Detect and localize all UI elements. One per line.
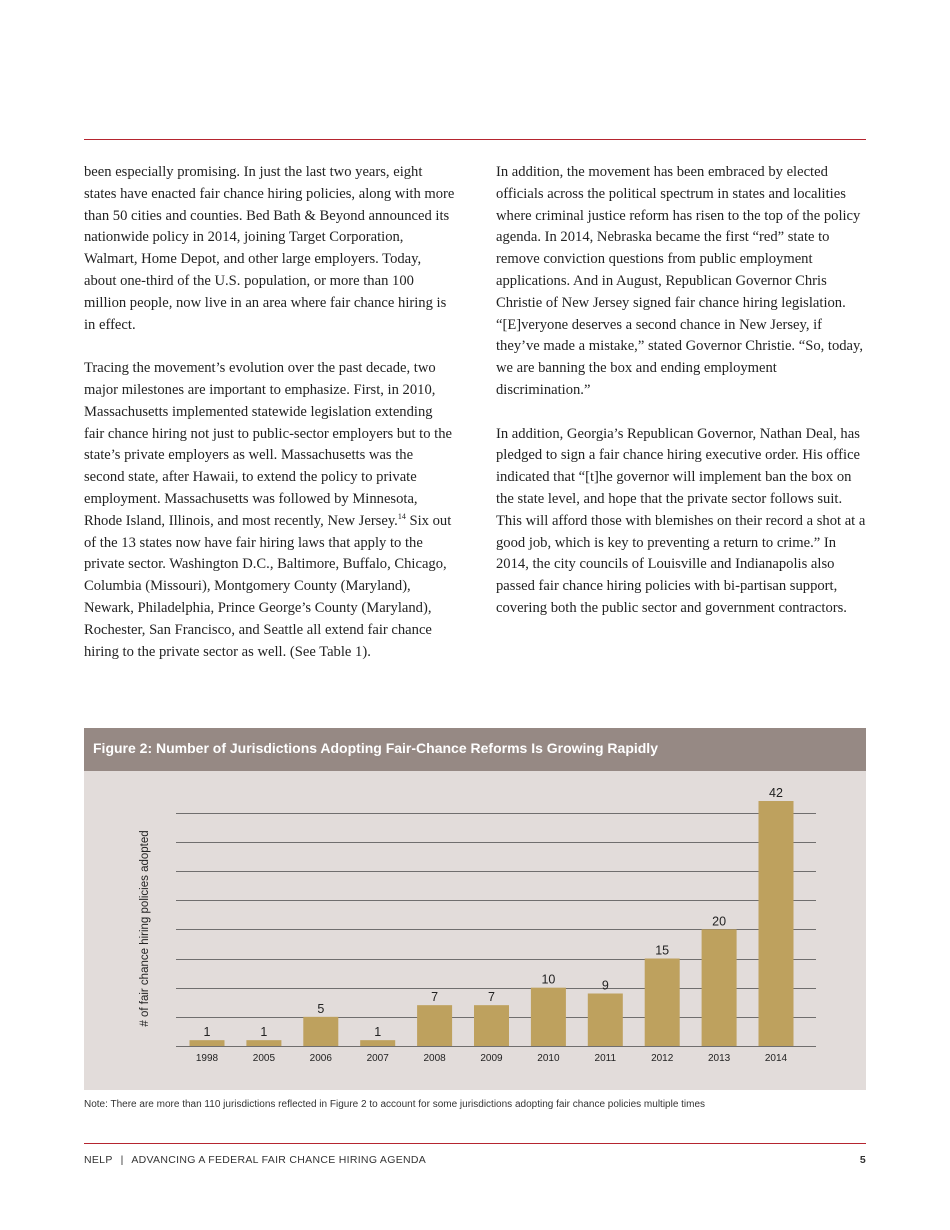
x-tick-2010: 2010 bbox=[537, 1053, 560, 1064]
data-label-2006: 5 bbox=[317, 1001, 325, 1016]
bar-2008 bbox=[417, 1005, 452, 1046]
x-tick-2005: 2005 bbox=[252, 1053, 276, 1064]
bar-2005 bbox=[246, 1040, 281, 1046]
footer-separator: | bbox=[120, 1154, 124, 1166]
footer-rule bbox=[84, 1143, 866, 1144]
left-column bbox=[84, 162, 456, 685]
page-number: 5 bbox=[859, 1154, 866, 1166]
x-tick-2007: 2007 bbox=[366, 1053, 389, 1064]
left-paragraph-1: been especially promising. In just the last two years, eight states have enacted fair chance hiring policies, along with more than 50 cities and counties. Bed Bath & Beyond announced its nationwide policy in 2014, joining Target Corporation, Walmart, Home Depot, and other large employers. Today, about one-third of the U.S. population, or more than 100 million people, now live in an area where fair chance hiring is in effect. bbox=[84, 164, 455, 333]
bar-2011 bbox=[588, 994, 623, 1047]
data-label-1998: 1 bbox=[203, 1025, 211, 1040]
bar-2012 bbox=[645, 959, 680, 1047]
bar-2009 bbox=[474, 1005, 509, 1046]
right-paragraph-1: In addition, the movement has been embraced by elected officials across the political spectrum in states and localities where criminal justice reform has risen to the top of the policy agenda. In 2014, Nebraska became the first “red” state to remove conviction questions from public employment applications. And in August, Republican Governor Chris Christie of New Jersey signed fair chance hiring legislation. “[E]veryone deserves a second chance in New Jersey, if they’ve made a mistake,” stated Governor Christie. “So, today, we are banning the box and ending employment discrimination.” bbox=[496, 164, 864, 398]
right-paragraph-2: In addition, Georgia’s Republican Governor, Nathan Deal, has pledged to sign a fair chance hiring executive order. His office indicated that “[t]he governor will implement ban the box on the state level, and hope that the private sector follows suit. This will afford those with blemishes on their record a shot at a good job, which is key to preventing a return to crime.” In 2014, the city councils of Louisville and Indianapolis also passed fair chance hiring policies with bi-partisan support, covering both the public sector and government contractors. bbox=[496, 425, 866, 616]
data-label-2011: 9 bbox=[601, 978, 609, 993]
figure-note: Note: There are more than 110 jurisdictions reflected in Figure 2 to account for some jurisdictions adopting fair chance policies multiple times bbox=[84, 1099, 706, 1110]
x-tick-2008: 2008 bbox=[423, 1053, 446, 1064]
left-paragraph-2-cont: Six out of the 13 states now have fair hiring laws that apply to the private sector. Washington D.C., Baltimore, Buffalo, Chicago, Columbia (Missouri), Montgomery County (Maryland), Newark, Philadelphia, Prince George’s County (Maryland), Rochester, San Francisco, and Seattle all extend fair chance hiring to the private sector as well. (See Table 1). bbox=[84, 512, 452, 660]
bar-2006 bbox=[303, 1017, 338, 1046]
chart-bars bbox=[190, 801, 794, 1046]
y-axis-label: # of fair chance hiring policies adopted bbox=[139, 830, 151, 1027]
x-tick-2012: 2012 bbox=[651, 1053, 674, 1064]
data-label-2005: 1 bbox=[260, 1025, 268, 1040]
left-paragraph-2-text: Tracing the movement’s evolution over the past decade, two major milestones are important to emphasize. First, in 2010, Massachusetts implemented statewide legislation extending fair chance hiring not just to public-sector employers but to the state’s private employers as well. Massachusetts was the second state, after Hawaii, to extend the policy to private employment. Massachusetts was followed by Minnesota, Rhode Island, Illinois, and most recently, New Jersey. bbox=[84, 360, 452, 529]
footer bbox=[84, 1154, 866, 1166]
bar-2010 bbox=[531, 988, 566, 1046]
data-label-2008: 7 bbox=[431, 990, 439, 1005]
bar-chart bbox=[84, 771, 866, 1090]
bar-2014 bbox=[759, 801, 794, 1046]
chart-data-labels bbox=[204, 786, 783, 1039]
top-rule bbox=[84, 139, 866, 140]
figure-header bbox=[84, 728, 866, 771]
figure-title: Figure 2: Number of Jurisdictions Adopting Fair-Chance Reforms Is Growing Rapidly bbox=[93, 740, 658, 756]
bar-2007 bbox=[360, 1040, 395, 1046]
data-label-2010: 10 bbox=[541, 972, 556, 987]
bar-2013 bbox=[702, 929, 737, 1046]
footnote-ref-14[interactable]: 14 bbox=[397, 511, 406, 521]
footer-org: NELP bbox=[84, 1154, 113, 1166]
x-tick-2013: 2013 bbox=[707, 1053, 731, 1064]
x-tick-2014: 2014 bbox=[764, 1053, 788, 1064]
bar-1998 bbox=[190, 1040, 225, 1046]
data-label-2009: 7 bbox=[488, 990, 495, 1005]
data-label-2014: 42 bbox=[769, 786, 783, 800]
x-tick-2006: 2006 bbox=[309, 1053, 332, 1064]
right-column bbox=[496, 162, 868, 642]
figure-body bbox=[84, 771, 866, 1090]
data-label-2012: 15 bbox=[655, 943, 670, 958]
data-label-2013: 20 bbox=[712, 914, 727, 929]
x-tick-2011: 2011 bbox=[594, 1053, 617, 1064]
x-tick-1998: 1998 bbox=[195, 1053, 219, 1064]
data-label-2007: 1 bbox=[374, 1025, 382, 1040]
left-paragraph-2 bbox=[84, 358, 456, 663]
chart-x-tick-labels bbox=[196, 1053, 788, 1064]
x-tick-2009: 2009 bbox=[480, 1053, 503, 1064]
footer-title: ADVANCING A FEDERAL FAIR CHANCE HIRING AGENDA bbox=[131, 1154, 427, 1166]
